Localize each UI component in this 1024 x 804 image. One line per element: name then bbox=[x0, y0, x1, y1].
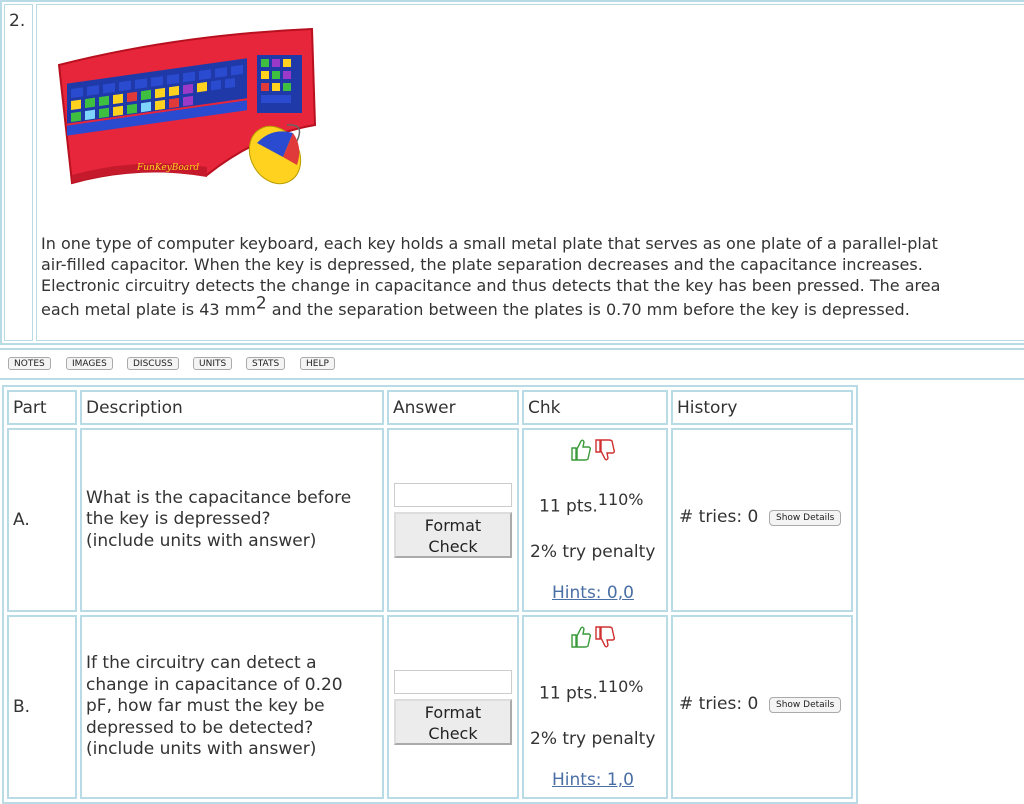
hints-link-a[interactable]: Hints: 0,0 bbox=[552, 583, 634, 603]
answer-input-b[interactable] bbox=[394, 670, 512, 694]
answer-cell bbox=[387, 615, 519, 799]
parts-table bbox=[2, 385, 858, 804]
thumbs-up-icon[interactable] bbox=[572, 440, 590, 460]
description-line: (include units with answer) bbox=[86, 739, 317, 760]
points-percent: 110% bbox=[597, 677, 644, 696]
description-line: pF, how far must the key be bbox=[86, 696, 325, 717]
header-answer: Answer bbox=[387, 390, 519, 425]
feedback-icons bbox=[568, 623, 618, 649]
points-text bbox=[539, 677, 644, 704]
description-cell bbox=[80, 615, 384, 799]
problem-line-2: air-filled capacitor. When the key is depressed, the plate separation decreases and the capacitance increases. bbox=[41, 255, 923, 274]
points-text bbox=[539, 490, 644, 517]
thumbs-down-icon[interactable] bbox=[596, 627, 614, 647]
hints-link-b[interactable]: Hints: 1,0 bbox=[552, 770, 634, 790]
try-penalty: 2% try penalty bbox=[530, 729, 656, 749]
points-value: 11 pts. bbox=[539, 496, 598, 517]
stats-button[interactable]: STATS bbox=[246, 357, 285, 370]
show-details-button-b[interactable]: Show Details bbox=[769, 697, 841, 713]
chk-cell bbox=[522, 428, 668, 612]
history-cell bbox=[671, 615, 853, 799]
history-cell bbox=[671, 428, 853, 612]
header-history: History bbox=[671, 390, 853, 425]
answer-cell bbox=[387, 428, 519, 612]
problem-line-4 bbox=[41, 293, 1024, 320]
keyboard-image bbox=[57, 25, 317, 195]
problem-frame bbox=[0, 0, 1024, 345]
part-label: A. bbox=[7, 428, 77, 612]
description-line: What is the capacitance before bbox=[86, 487, 352, 508]
notes-button[interactable]: NOTES bbox=[8, 357, 51, 370]
question-number: 2. bbox=[4, 4, 33, 341]
tries-count: # tries: 0 bbox=[679, 694, 759, 714]
description-line: the key is depressed? bbox=[86, 509, 271, 530]
header-description: Description bbox=[80, 390, 384, 425]
header-part: Part bbox=[7, 390, 77, 425]
feedback-icons bbox=[568, 436, 618, 462]
thumbs-up-icon[interactable] bbox=[572, 627, 590, 647]
header-chk: Chk bbox=[522, 390, 668, 425]
table-header-row bbox=[7, 390, 853, 425]
thumbs-down-icon[interactable] bbox=[596, 440, 614, 460]
problem-line-4-a: each metal plate is 43 mm bbox=[41, 300, 256, 319]
show-details-button-a[interactable]: Show Details bbox=[769, 510, 841, 526]
help-button[interactable]: HELP bbox=[300, 357, 335, 370]
keyboard-brand-label: FunKeyBoard bbox=[137, 163, 200, 173]
format-check-button-a[interactable] bbox=[394, 512, 512, 558]
description-line: change in capacitance of 0.20 bbox=[86, 674, 343, 695]
chk-cell bbox=[522, 615, 668, 799]
problem-line-1: In one type of computer keyboard, each key holds a small metal plate that serves as one plate of a parallel-plat bbox=[41, 234, 938, 253]
table-row-b bbox=[7, 615, 853, 799]
area-exponent: 2 bbox=[255, 293, 267, 314]
format-label: Format bbox=[424, 515, 482, 535]
problem-text bbox=[41, 233, 1024, 320]
description-line: depressed to be detected? bbox=[86, 717, 314, 738]
problem-line-4-b: and the separation between the plates is 0.70 mm before the key is depressed. bbox=[266, 300, 910, 319]
answer-input-a[interactable] bbox=[394, 483, 512, 507]
problem-line-3: Electronic circuitry detects the change in capacitance and thus detects that the key has been pressed. The area bbox=[41, 276, 941, 295]
tries-count: # tries: 0 bbox=[679, 507, 759, 527]
check-label: Check bbox=[428, 536, 478, 556]
images-button[interactable]: IMAGES bbox=[66, 357, 113, 370]
description-line: If the circuitry can detect a bbox=[86, 653, 317, 674]
description-cell bbox=[80, 428, 384, 612]
discuss-button[interactable]: DISCUSS bbox=[127, 357, 179, 370]
part-label: B. bbox=[7, 615, 77, 799]
format-check-button-b[interactable] bbox=[394, 699, 512, 745]
points-value: 11 pts. bbox=[539, 683, 598, 704]
units-button[interactable]: UNITS bbox=[193, 357, 232, 370]
table-row-a bbox=[7, 428, 853, 612]
check-label: Check bbox=[428, 723, 478, 743]
points-percent: 110% bbox=[597, 490, 644, 509]
format-label: Format bbox=[424, 702, 482, 722]
try-penalty: 2% try penalty bbox=[530, 542, 656, 562]
problem-content bbox=[36, 4, 1024, 341]
description-line: (include units with answer) bbox=[86, 530, 317, 551]
